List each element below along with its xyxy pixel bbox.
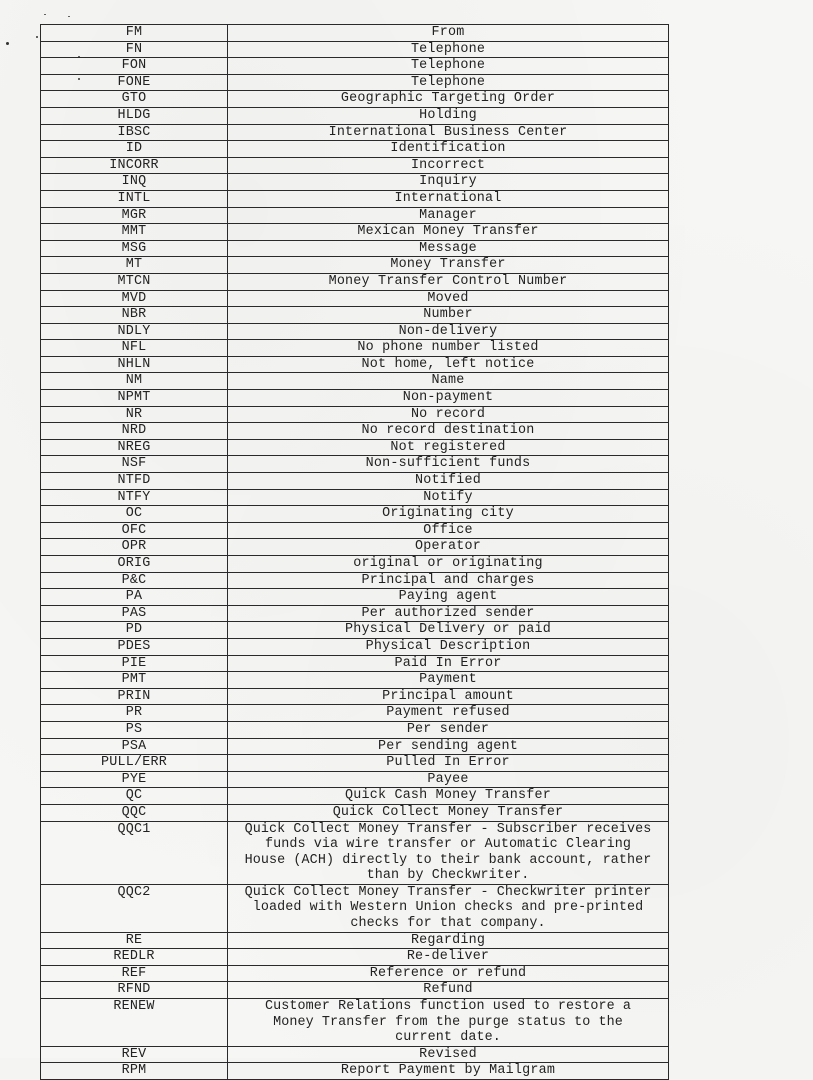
table-row bbox=[41, 804, 669, 821]
table-row bbox=[41, 721, 669, 738]
definition-cell: Not registered bbox=[228, 439, 669, 456]
abbreviation-cell: NFL bbox=[41, 340, 228, 357]
abbreviation-cell: QC bbox=[41, 788, 228, 805]
abbreviation-cell: OC bbox=[41, 506, 228, 523]
abbreviation-cell: MT bbox=[41, 257, 228, 274]
abbreviation-cell: NBR bbox=[41, 307, 228, 324]
definition-cell: original or originating bbox=[228, 556, 669, 573]
definition-cell: Regarding bbox=[228, 932, 669, 949]
abbreviation-cell: MTCN bbox=[41, 273, 228, 290]
table-row bbox=[41, 174, 669, 191]
abbreviation-cell: QQC1 bbox=[41, 821, 228, 884]
table-row bbox=[41, 390, 669, 407]
abbreviation-cell: QQC2 bbox=[41, 884, 228, 932]
table-row bbox=[41, 884, 669, 932]
definition-cell: Re-deliver bbox=[228, 949, 669, 966]
abbreviation-cell: MVD bbox=[41, 290, 228, 307]
definition-cell: Quick Collect Money Transfer - Subscriber receives funds via wire transfer or Automatic Clearing House (ACH) directly to their bank account, rather than by Checkwriter. bbox=[228, 821, 669, 884]
table-row bbox=[41, 771, 669, 788]
table-row bbox=[41, 556, 669, 573]
scan-speck bbox=[44, 14, 46, 15]
definition-cell: Quick Collect Money Transfer - Checkwriter printer loaded with Western Union checks and pre-printed checks for that company. bbox=[228, 884, 669, 932]
definition-cell: Notify bbox=[228, 489, 669, 506]
table-row bbox=[41, 788, 669, 805]
abbreviation-cell: NTFD bbox=[41, 473, 228, 490]
table-row bbox=[41, 949, 669, 966]
table-row bbox=[41, 406, 669, 423]
definition-cell: Physical Delivery or paid bbox=[228, 622, 669, 639]
table-row bbox=[41, 74, 669, 91]
scan-speck bbox=[68, 16, 70, 17]
definition-cell: Quick Collect Money Transfer bbox=[228, 804, 669, 821]
table-row bbox=[41, 605, 669, 622]
abbreviation-cell: ID bbox=[41, 141, 228, 158]
table-row bbox=[41, 340, 669, 357]
table-row bbox=[41, 655, 669, 672]
definition-cell: Number bbox=[228, 307, 669, 324]
table-row bbox=[41, 41, 669, 58]
abbreviation-cell: GTO bbox=[41, 91, 228, 108]
table-row bbox=[41, 982, 669, 999]
abbreviation-table-body bbox=[41, 25, 669, 1080]
abbreviation-cell: NTFY bbox=[41, 489, 228, 506]
abbreviation-cell: FONE bbox=[41, 74, 228, 91]
table-row bbox=[41, 439, 669, 456]
definition-cell: Report Payment by Mailgram bbox=[228, 1063, 669, 1080]
abbreviation-cell: PA bbox=[41, 589, 228, 606]
definition-cell: Not home, left notice bbox=[228, 356, 669, 373]
definition-cell: Per sender bbox=[228, 721, 669, 738]
abbreviation-cell: ORIG bbox=[41, 556, 228, 573]
table-row bbox=[41, 755, 669, 772]
table-row bbox=[41, 356, 669, 373]
definition-cell: Reference or refund bbox=[228, 965, 669, 982]
abbreviation-cell: PRIN bbox=[41, 688, 228, 705]
definition-cell: Geographic Targeting Order bbox=[228, 91, 669, 108]
abbreviation-cell: INTL bbox=[41, 190, 228, 207]
table-row bbox=[41, 638, 669, 655]
abbreviation-cell: PSA bbox=[41, 738, 228, 755]
abbreviation-cell: OPR bbox=[41, 539, 228, 556]
definition-cell: Per authorized sender bbox=[228, 605, 669, 622]
definition-cell: Mexican Money Transfer bbox=[228, 224, 669, 241]
table-row bbox=[41, 489, 669, 506]
definition-cell: Message bbox=[228, 240, 669, 257]
table-row bbox=[41, 473, 669, 490]
table-row bbox=[41, 932, 669, 949]
definition-cell: Money Transfer bbox=[228, 257, 669, 274]
definition-cell: Inquiry bbox=[228, 174, 669, 191]
definition-cell: Paid In Error bbox=[228, 655, 669, 672]
abbreviation-cell: PR bbox=[41, 705, 228, 722]
abbreviation-cell: RPM bbox=[41, 1063, 228, 1080]
definition-cell: From bbox=[228, 25, 669, 42]
table-row bbox=[41, 323, 669, 340]
definition-cell: Office bbox=[228, 522, 669, 539]
abbreviation-table bbox=[40, 24, 669, 1080]
table-row bbox=[41, 25, 669, 42]
definition-cell: Principal and charges bbox=[228, 572, 669, 589]
abbreviation-cell: NHLN bbox=[41, 356, 228, 373]
abbreviation-cell: PD bbox=[41, 622, 228, 639]
definition-cell: Telephone bbox=[228, 41, 669, 58]
table-row bbox=[41, 141, 669, 158]
table-row bbox=[41, 157, 669, 174]
table-row bbox=[41, 91, 669, 108]
definition-cell: Telephone bbox=[228, 74, 669, 91]
abbreviation-cell: RE bbox=[41, 932, 228, 949]
table-row bbox=[41, 1063, 669, 1080]
definition-cell: Moved bbox=[228, 290, 669, 307]
abbreviation-cell: PIE bbox=[41, 655, 228, 672]
abbreviation-cell: MSG bbox=[41, 240, 228, 257]
abbreviation-cell: NDLY bbox=[41, 323, 228, 340]
abbreviation-cell: PYE bbox=[41, 771, 228, 788]
definition-cell: No record destination bbox=[228, 423, 669, 440]
definition-cell: Payment refused bbox=[228, 705, 669, 722]
definition-cell: International Business Center bbox=[228, 124, 669, 141]
definition-cell: Name bbox=[228, 373, 669, 390]
definition-cell: Pulled In Error bbox=[228, 755, 669, 772]
definition-cell: No record bbox=[228, 406, 669, 423]
abbreviation-cell: RFND bbox=[41, 982, 228, 999]
table-row bbox=[41, 373, 669, 390]
definition-cell: Identification bbox=[228, 141, 669, 158]
definition-cell: Quick Cash Money Transfer bbox=[228, 788, 669, 805]
table-row bbox=[41, 190, 669, 207]
table-row bbox=[41, 522, 669, 539]
table-row bbox=[41, 124, 669, 141]
abbreviation-cell: PMT bbox=[41, 672, 228, 689]
abbreviation-cell: HLDG bbox=[41, 107, 228, 124]
definition-cell: Telephone bbox=[228, 58, 669, 75]
definition-cell: Paying agent bbox=[228, 589, 669, 606]
definition-cell: Money Transfer Control Number bbox=[228, 273, 669, 290]
abbreviation-cell: REF bbox=[41, 965, 228, 982]
scan-speck bbox=[36, 36, 38, 38]
table-row bbox=[41, 589, 669, 606]
abbreviation-cell: REV bbox=[41, 1046, 228, 1063]
definition-cell: Non-delivery bbox=[228, 323, 669, 340]
table-row bbox=[41, 999, 669, 1047]
table-row bbox=[41, 307, 669, 324]
scan-speck bbox=[6, 42, 9, 45]
abbreviation-cell: MMT bbox=[41, 224, 228, 241]
abbreviation-cell: NR bbox=[41, 406, 228, 423]
definition-cell: Payee bbox=[228, 771, 669, 788]
definition-cell: Manager bbox=[228, 207, 669, 224]
abbreviation-cell: NPMT bbox=[41, 390, 228, 407]
table-row bbox=[41, 821, 669, 884]
table-row bbox=[41, 572, 669, 589]
table-row bbox=[41, 688, 669, 705]
table-row bbox=[41, 224, 669, 241]
abbreviation-cell: FM bbox=[41, 25, 228, 42]
table-row bbox=[41, 672, 669, 689]
table-row bbox=[41, 738, 669, 755]
abbreviation-cell: NREG bbox=[41, 439, 228, 456]
abbreviation-cell: MGR bbox=[41, 207, 228, 224]
table-row bbox=[41, 207, 669, 224]
definition-cell: Originating city bbox=[228, 506, 669, 523]
abbreviation-cell: IBSC bbox=[41, 124, 228, 141]
definition-cell: Incorrect bbox=[228, 157, 669, 174]
definition-cell: Refund bbox=[228, 982, 669, 999]
definition-cell: Customer Relations function used to restore a Money Transfer from the purge status to the current date. bbox=[228, 999, 669, 1047]
table-row bbox=[41, 965, 669, 982]
table-row bbox=[41, 107, 669, 124]
abbreviation-cell: PS bbox=[41, 721, 228, 738]
definition-cell: Physical Description bbox=[228, 638, 669, 655]
abbreviation-cell: INQ bbox=[41, 174, 228, 191]
table-row bbox=[41, 506, 669, 523]
abbreviation-cell: PDES bbox=[41, 638, 228, 655]
table-row bbox=[41, 423, 669, 440]
definition-cell: Principal amount bbox=[228, 688, 669, 705]
table-row bbox=[41, 257, 669, 274]
definition-cell: Non-sufficient funds bbox=[228, 456, 669, 473]
abbreviation-cell: FN bbox=[41, 41, 228, 58]
abbreviation-cell: FON bbox=[41, 58, 228, 75]
table-row bbox=[41, 240, 669, 257]
abbreviation-cell: OFC bbox=[41, 522, 228, 539]
definition-cell: Per sending agent bbox=[228, 738, 669, 755]
definition-cell: International bbox=[228, 190, 669, 207]
abbreviation-cell: P&C bbox=[41, 572, 228, 589]
table-row bbox=[41, 1046, 669, 1063]
abbreviation-cell: INCORR bbox=[41, 157, 228, 174]
definition-cell: Notified bbox=[228, 473, 669, 490]
definition-cell: Holding bbox=[228, 107, 669, 124]
definition-cell: No phone number listed bbox=[228, 340, 669, 357]
definition-cell: Revised bbox=[228, 1046, 669, 1063]
table-row bbox=[41, 456, 669, 473]
table-row bbox=[41, 622, 669, 639]
abbreviation-cell: PULL/ERR bbox=[41, 755, 228, 772]
abbreviation-cell: NSF bbox=[41, 456, 228, 473]
definition-cell: Payment bbox=[228, 672, 669, 689]
abbreviation-cell: QQC bbox=[41, 804, 228, 821]
table-row bbox=[41, 539, 669, 556]
table-row bbox=[41, 273, 669, 290]
table-row bbox=[41, 705, 669, 722]
table-row bbox=[41, 58, 669, 75]
abbreviation-cell: PAS bbox=[41, 605, 228, 622]
table-row bbox=[41, 290, 669, 307]
abbreviation-cell: RENEW bbox=[41, 999, 228, 1047]
definition-cell: Operator bbox=[228, 539, 669, 556]
abbreviation-cell: REDLR bbox=[41, 949, 228, 966]
abbreviation-cell: NRD bbox=[41, 423, 228, 440]
abbreviation-cell: NM bbox=[41, 373, 228, 390]
definition-cell: Non-payment bbox=[228, 390, 669, 407]
